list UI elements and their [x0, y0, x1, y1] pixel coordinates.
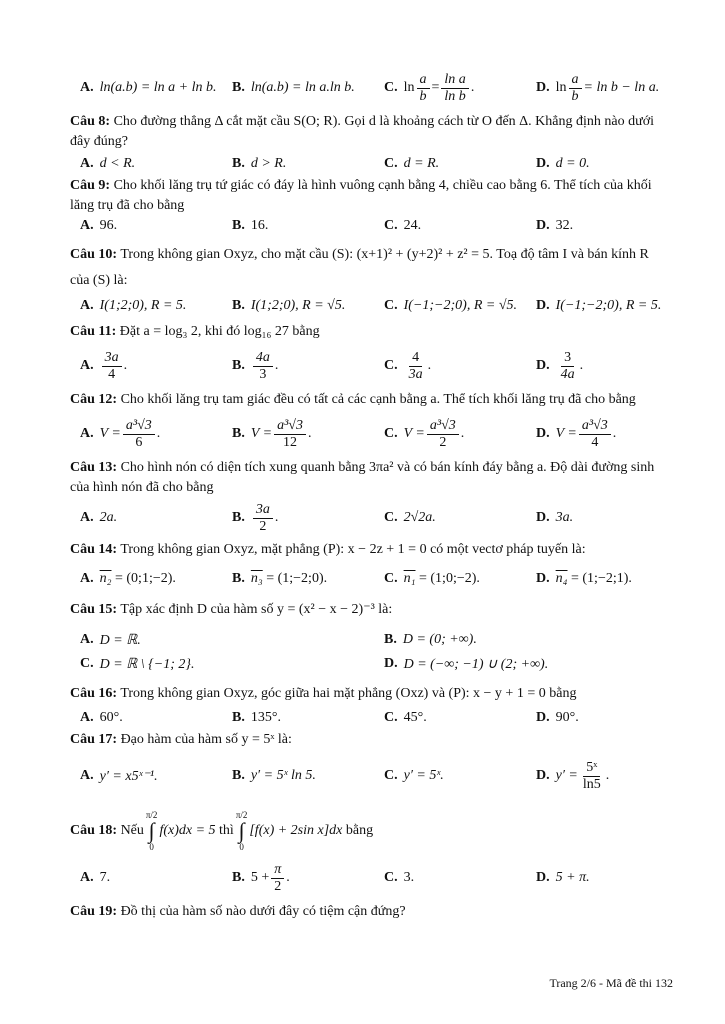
- fraction: $\frac{4a}{3}$: [253, 350, 273, 383]
- q10-options: A. I(1;2;0), R = 5. B. I(1;2;0), R = √5. C. I(−1;−2;0), R = √5. D. I(−1;−2;0), R = 5.: [80, 298, 662, 313]
- fraction: $\frac{\text{a³√3}}{2}$: [427, 418, 459, 451]
- fraction: $\frac{\text{ln a}}{\text{ln b}}$: [441, 72, 468, 105]
- q8-options: A. d < R. B. d > R. C. d = R. D. d = 0.: [80, 156, 590, 171]
- fraction: $\frac{3}{4a}$: [560, 349, 575, 382]
- question-18: Câu 18: Nếu π/2 ∫ 0 f(x)dx = 5 thì π/2 ∫ 0 [f(x) + 2sin x]dx bằng: [70, 810, 374, 852]
- q14-options: A. n₂ = (0;1;−2). B. n₃ = (1;−2;0). C. n₁ = (1;0;−2). D. n₄ = (1;−2;1).: [80, 571, 632, 586]
- question-13: Câu 13: Cho hình nón có diện tích xung quanh bằng 3πa² và có bán kính đáy bằng a. Độ dài đường sinh của hình nón đã cho bằng: [70, 460, 655, 495]
- q7-option-d: D. ln $\frac{a}{b}$ = ln b − ln a.: [536, 71, 660, 104]
- q12-options: A. V = $\frac{\text{a³√3}}{6}$ . B. V = $\frac{\text{a³√3}}{12}$ . C. V = $\frac{\text{a³√3}}{2}$ . D. V = $\frac{\text{a³√3}}{4}$ .: [80, 417, 617, 450]
- page-footer: Trang 2/6 - Mã đề thi 132: [549, 976, 673, 990]
- fraction: $\frac{\text{5ˣ}}{\ln 5}$: [582, 759, 601, 792]
- fraction: $\frac{\text{a³√3}}{6}$: [123, 418, 155, 451]
- q9-options: A. 96. B. 16. C. 24. D. 32.: [80, 218, 574, 233]
- fraction: $\frac{3a}{4}$: [102, 350, 122, 383]
- q7-option-c: C. ln $\frac{a}{b}$ = $\frac{\text{ln a}}{\text{ln b}}$ .: [384, 71, 475, 104]
- q16-options: A. 60°. B. 135°. C. 45°. D. 90°.: [80, 710, 579, 725]
- q7-option-b: B. ln(a.b) = ln a.ln b.: [232, 80, 355, 95]
- q13-options: A. 2a. B. $\frac{3a}{2}$ . C. 2√2a. D. 3a.: [80, 501, 574, 534]
- integral-sign: π/2 ∫ 0: [235, 810, 248, 852]
- integral-sign: π/2 ∫ 0: [145, 810, 158, 852]
- question-17: Câu 17: Đạo hàm của hàm số y = 5ˣ là:: [70, 732, 292, 747]
- q15-options-row2: C. D = ℝ \ {−1; 2}. D. D = (−∞; −1) ∪ (2; +∞).: [80, 656, 549, 672]
- question-9: Câu 9: Cho khối lăng trụ tứ giác có đáy là hình vuông cạnh bằng 4, chiều cao bằng 6. Thể tích của khối lăng trụ đã cho bằng: [70, 178, 652, 213]
- fraction: $\frac{a}{b}$: [417, 72, 430, 105]
- question-15: Câu 15: Tập xác định D của hàm số y = (x² − x − 2)⁻³ là:: [70, 602, 393, 617]
- q15-options-row1: A. D = ℝ. B. D = (0; +∞).: [80, 632, 477, 648]
- question-10: Câu 10: Trong không gian Oxyz, cho mặt cầu (S): (x+1)² + (y+2)² + z² = 5. Toạ độ tâm I và bán kính R của (S) là:: [70, 247, 649, 288]
- fraction: $\frac{4}{3a}$: [408, 349, 423, 382]
- fraction: $\frac{\text{a³√3}}{12}$: [274, 418, 306, 451]
- q7-option-a: A. ln(a.b) = ln a + ln b.: [80, 80, 217, 95]
- question-12: Câu 12: Cho khối lăng trụ tam giác đều có tất cả các cạnh bằng a. Thể tích khối lăng trụ đã cho bằng: [70, 392, 636, 407]
- fraction: $\frac{a}{b}$: [569, 72, 582, 105]
- question-14: Câu 14: Trong không gian Oxyz, mặt phẳng (P): x − 2z + 1 = 0 có một vectơ pháp tuyến là:: [70, 542, 586, 557]
- question-8: Câu 8: Cho đường thẳng Δ cắt mặt cầu S(O; R). Gọi d là khoảng cách từ O đến Δ. Khẳng định nào dưới đây đúng?: [70, 114, 654, 149]
- question-16: Câu 16: Trong không gian Oxyz, góc giữa hai mặt phẳng (Oxz) và (P): x − y + 1 = 0 bằng: [70, 686, 577, 701]
- q18-options: A. 7. B. 5 + $\frac{\pi}{2}$ . C. 3. D. 5 + π.: [80, 861, 590, 894]
- q7-options: [70, 68, 670, 108]
- question-19: Câu 19: Đồ thị của hàm số nào dưới đây có tiệm cận đứng?: [70, 904, 406, 919]
- q11-options: A. $\frac{3a}{4}$ . B. $\frac{4a}{3}$ . C. $\frac{4}{3a}$ . D. $\frac{3}{4a}$ .: [80, 349, 584, 382]
- q17-options: A. y′ = x5ˣ⁻¹. B. y′ = 5ˣ ln 5. C. y′ = 5ˣ. D. y′ = $\frac{\text{5ˣ}}{\ln 5}$ .: [80, 759, 610, 792]
- fraction: $\frac{\pi}{2}$: [271, 862, 284, 895]
- question-11: Câu 11: Đặt a = log₃ 2, khi đó log₁₆ 27 bằng: [70, 324, 320, 339]
- fraction: $\frac{\text{a³√3}}{4}$: [579, 418, 611, 451]
- fraction: $\frac{3a}{2}$: [253, 502, 273, 535]
